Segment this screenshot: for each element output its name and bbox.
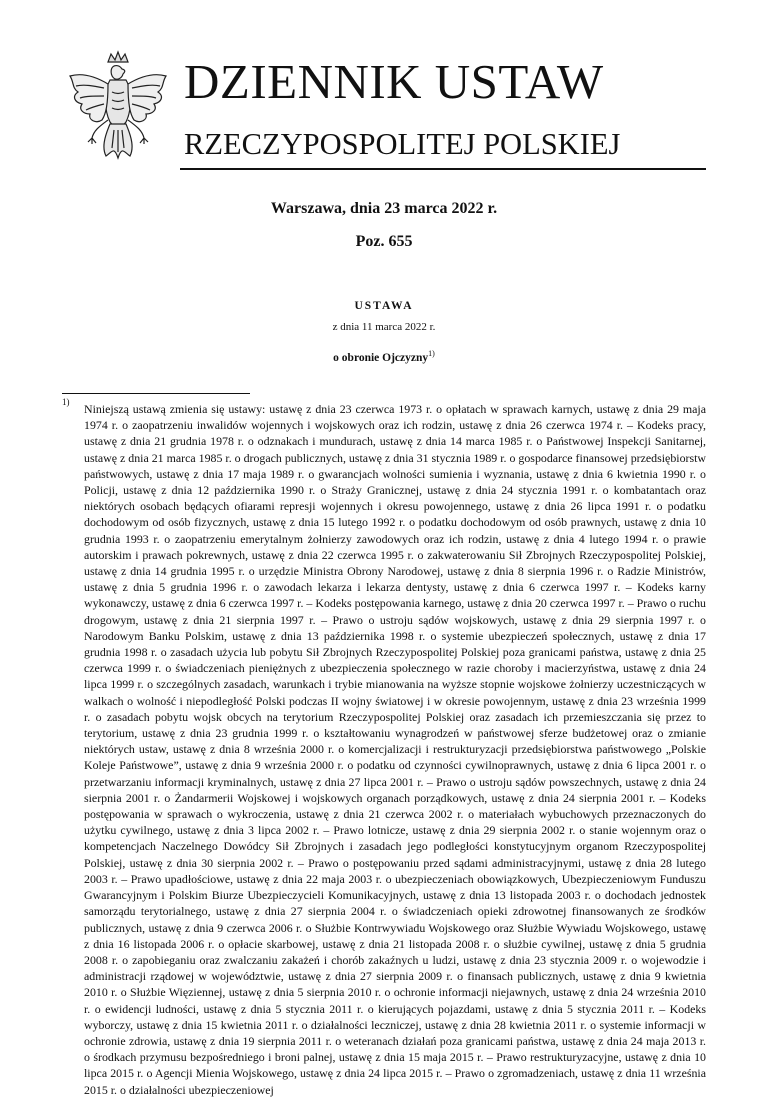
act-type: USTAWA (354, 300, 414, 312)
issue-position: Poz. 655 (355, 233, 413, 250)
act-title-footnote-ref: 1) (428, 349, 435, 358)
issue-date: Warszawa, dnia 23 marca 2022 r. (270, 200, 498, 217)
header-divider (180, 168, 706, 170)
act-date: z dnia 11 marca 2022 r. (332, 321, 436, 333)
footnote-marker: 1) (62, 397, 70, 407)
act-title-text: o obronie Ojczyzny (333, 351, 429, 364)
act-title (0, 349, 768, 364)
footnote-divider (62, 393, 250, 394)
footnote-text: Niniejszą ustawą zmienia się ustawy: ustawę z dnia 23 czerwca 1973 r. o opłatach w sprawach karnych, ustawę z dnia 29 maja 1974 r. o zaopatrzeniu inwalidów wojennych i wojskowych oraz ich rodzin, ustawę z dnia 26 czerwca 1974 r. – Kodeks pracy, ustawę z dnia 21 grudnia 1978 r. o odznakach i mundurach, ustawę z dnia 14 marca 1985 r. o Państwowej Inspekcji Sanitarnej, ustawę z dnia 21 marca 1985 r. o drogach publicznych, ustawę z dnia 31 stycznia 1989 r. o gospodarce finansowej przedsiębiorstw państwowych, ustawę z dnia 17 maja 1989 r. o gwarancjach wolności sumienia i wyznania, ustawę z dnia 6 kwietnia 1990 r. o Policji, ustawę z dnia 12 października 1990 r. o Straży Granicznej, ustawę z dnia 24 stycznia 1991 r. o kombatantach oraz niektórych osobach będących ofiarami represji wojennych i okresu powojennego, ustawę z dnia 26 lipca 1991 r. o podatku dochodowym od osób fizycznych, ustawę z dnia 15 lutego 1992 r. o podatku dochodowym od osób prawnych, ustawę z dnia 10 grudnia 1993 r. o zaopatrzeniu emerytalnym żołnierzy zawodowych oraz ich rodzin, ustawę z dnia 4 lutego 1994 r. o prawie autorskim i prawach pokrewnych, ustawę z dnia 22 czerwca 1995 r. o zakwaterowaniu Sił Zbrojnych Rzeczypospolitej Polskiej, ustawę z dnia 14 grudnia 1995 r. o urzędzie Ministra Obrony Narodowej, ustawę z dnia 8 sierpnia 1996 r. o Radzie Ministrów, ustawę z dnia 5 grudnia 1996 r. o zawodach lekarza i lekarza dentysty, ustawę z dnia 6 czerwca 1997 r. – Kodeks karny wykonawczy, ustawę z dnia 6 czerwca 1997 r. – Kodeks postępowania karnego, ustawę z dnia 20 czerwca 1997 r. – Prawo o ruchu drogowym, ustawę z dnia 21 sierpnia 1997 r. – Prawo o ustroju sądów wojskowych, ustawę z dnia 29 sierpnia 1997 r. o Narodowym Banku Polskim, ustawę z dnia 13 października 1998 r. o systemie ubezpieczeń społecznych, ustawę z dnia 17 grudnia 1998 r. o zasadach użycia lub pobytu Sił Zbrojnych Rzeczypospolitej Polskiej poza granicami państwa, ustawę z dnia 25 czerwca 1999 r. o świadczeniach pieniężnych z ubezpieczenia społecznego w razie choroby i macierzyństwa, ustawę z dnia 24 lipca 1999 r. o szczególnych zasadach, warunkach i trybie mianowania na wyższe stopnie wojskowe żołnierzy uczestniczących w walkach o wolność i niepodległość Polski podczas II wojny światowej i w okresie powojennym, ustawę z dnia 23 września 1999 r. o zasadach pobytu wojsk obcych na terytorium Rzeczypospolitej Polskiej oraz zasadach ich przemieszczania się przez to terytorium, ustawę z dnia 23 grudnia 1999 r. o kształtowaniu wynagrodzeń w państwowej sferze budżetowej oraz o zmianie niektórych ustaw, ustawę z dnia 8 września 2000 r. o komercjalizacji i restrukturyzacji przedsiębiorstwa państwowego „Polskie Koleje Państwowe”, ustawę z dnia 9 września 2000 r. o podatku od czynności cywilnoprawnych, ustawę z dnia 6 lipca 2001 r. o przetwarzaniu informacji kryminalnych, ustawę z dnia 27 lipca 2001 r. – Prawo o ustroju sądów powszechnych, ustawę z dnia 24 sierpnia 2001 r. o Żandarmerii Wojskowej i wojskowych organach porządkowych, ustawę z dnia 24 sierpnia 2001 r. – Kodeks postępowania w sprawach o wykroczenia, ustawę z dnia 21 czerwca 2002 r. o materiałach wybuchowych przeznaczonych do użytku cywilnego, ustawę z dnia 3 lipca 2002 r. – Prawo lotnicze, ustawę z dnia 29 sierpnia 2002 r. o stanie wojennym oraz o kompetencjach Naczelnego Dowódcy Sił Zbrojnych i zasadach jego podległości konstytucyjnym organom Rzeczypospolitej Polskiej, ustawę z dnia 30 sierpnia 2002 r. – Prawo o postępowaniu przed sądami administracyjnymi, ustawę z dnia 28 lutego 2003 r. – Prawo upadłościowe, ustawę z dnia 22 maja 2003 r. o ubezpieczeniach obowiązkowych, Ubezpieczeniowym Funduszu Gwarancyjnym i Polskim Biurze Ubezpieczycieli Komunikacyjnych, ustawę z dnia 13 listopada 2003 r. o dochodach jednostek samorządu terytorialnego, ustawę z dnia 27 sierpnia 2004 r. o świadczeniach opieki zdrowotnej finansowanych ze środków publicznych, ustawę z dnia 9 czerwca 2006 r. o Służbie Kontrwywiadu Wojskowego oraz Służbie Wywiadu Wojskowego, ustawę z dnia 16 listopada 2006 r. o opłacie skarbowej, ustawę z dnia 21 listopada 2008 r. o służbie cywilnej, ustawę z dnia 5 grudnia 2008 r. o zapobieganiu oraz zwalczaniu zakażeń i chorób zakaźnych u ludzi, ustawę z dnia 23 stycznia 2009 r. o wojewodzie i administracji rządowej w województwie, ustawę z dnia 27 sierpnia 2009 r. o finansach publicznych, ustawę z dnia 9 kwietnia 2010 r. o Służbie Więziennej, ustawę z dnia 5 sierpnia 2010 r. o ochronie informacji niejawnych, ustawę z dnia 24 września 2010 r. o ewidencji ludności, ustawę z dnia 5 stycznia 2011 r. o kierujących pojazdami, ustawę z dnia 5 stycznia 2011 r. – Kodeks wyborczy, ustawę z dnia 15 kwietnia 2011 r. o działalności leczniczej, ustawę z dnia 28 kwietnia 2011 r. o systemie informacji w ochronie zdrowia, ustawę z dnia 19 sierpnia 2011 r. o weteranach działań poza granicami państwa, ustawę z dnia 24 maja 2013 r. o środkach przymusu bezpośredniego i broni palnej, ustawę z dnia 15 maja 2015 r. – Prawo restrukturyzacyjne, ustawę z dnia 10 lipca 2015 r. o Agencji Mienia Wojskowego, ustawę z dnia 24 lipca 2015 r. – Prawo o zgromadzeniach, ustawę z dnia 11 września 2015 r. o działalności ubezpieczeniowej (84, 402, 706, 1097)
journal-title: DZIENNIK USTAW (184, 54, 604, 109)
polish-eagle-emblem-icon (58, 48, 178, 170)
journal-subtitle: RZECZYPOSPOLITEJ POLSKIEJ (184, 127, 621, 161)
